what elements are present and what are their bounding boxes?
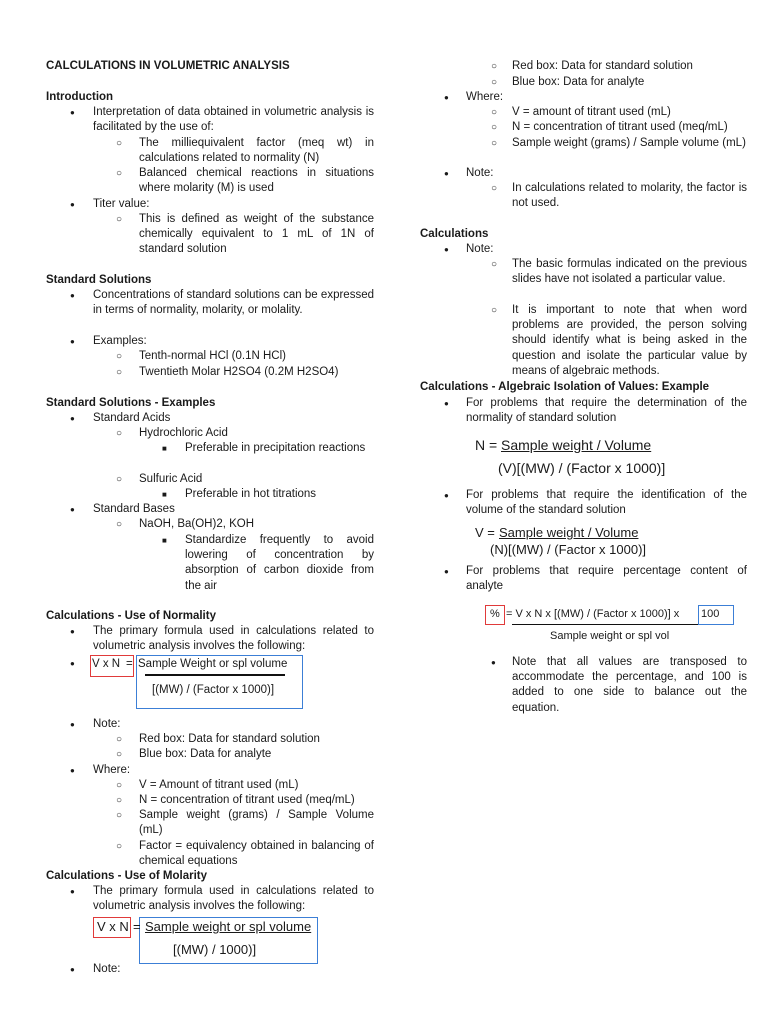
- standard-bases-item: Standard Bases: [93, 503, 175, 515]
- formula-vxn: V x N: [97, 919, 129, 934]
- molarity-factor-note: In calculations related to molarity, the factor is not used.: [512, 182, 747, 210]
- formula2-denominator: (N)[(MW) / (Factor x 1000)]: [490, 542, 647, 557]
- circle-bullet-icon: [116, 426, 122, 441]
- bullet-icon: [70, 763, 75, 778]
- bullet-icon: [444, 90, 449, 105]
- formula2-numerator: Sample weight / Volume: [499, 525, 639, 540]
- formula3-hundred: 100: [701, 608, 720, 620]
- molarity-where-sample: Sample weight (grams) / Sample volume (mL): [512, 137, 746, 149]
- standard-solutions-bullet-1: Concentrations of standard solutions can be expressed in terms of normality, molarity, or molality.: [93, 289, 374, 317]
- molarity-note-label: Note:: [93, 963, 121, 975]
- normality-where-n: N = concentration of titrant used (meq/mL): [139, 794, 355, 806]
- bullet-icon: [444, 242, 449, 257]
- fraction-bar: [145, 674, 285, 676]
- bullet-icon: [70, 334, 75, 349]
- algebraic-bullet-2: For problems that require the identification of the volume of the standard solution: [466, 489, 747, 517]
- algebraic-bullet-3: For problems that require percentage content of analyte: [466, 565, 747, 593]
- molarity-where-n: N = concentration of titrant used (meq/mL): [512, 121, 728, 133]
- molarity-note-red: Red box: Data for standard solution: [512, 60, 693, 72]
- formula1-lhs: N =: [475, 437, 498, 453]
- formula-equals: =: [133, 919, 141, 934]
- standard-acids-item: Standard Acids: [93, 412, 171, 424]
- circle-bullet-icon: [116, 778, 122, 793]
- formula3-denominator: Sample weight or spl vol: [550, 630, 670, 642]
- square-bullet-icon: [162, 441, 167, 456]
- formula-denominator: [(MW) / (Factor x 1000)]: [152, 684, 275, 696]
- circle-bullet-icon: [116, 793, 122, 808]
- normality-where-label: Where:: [93, 764, 131, 776]
- formula1-numerator: Sample weight / Volume: [501, 437, 652, 453]
- formula-numerator: Sample weight or spl volume: [145, 919, 312, 934]
- bullet-icon: [70, 197, 75, 212]
- standard-solutions-bullet-2: Examples:: [93, 335, 147, 347]
- intro-bullet-1-sub-2: Balanced chemical reactions in situations where molarity (M) is used: [139, 167, 374, 195]
- formula-equals: =: [126, 658, 133, 670]
- sulfuric-acid-note: Preferable in hot titrations: [185, 488, 317, 500]
- bullet-icon: [444, 396, 449, 411]
- algebraic-bullet-4: Note that all values are transposed to accommodate the percentage, and 100 is added to one side to balance out the equation.: [512, 656, 747, 714]
- standard-solutions-example-2: Twentieth Molar H2SO4 (0.2M H2SO4): [139, 366, 339, 378]
- bullet-icon: [70, 884, 75, 899]
- bullet-icon: [70, 624, 75, 639]
- molarity-where-v: V = amount of titrant used (mL): [512, 106, 671, 118]
- normality-where-sample: Sample weight (grams) / Sample Volume (mL): [139, 809, 374, 837]
- normality-note-label: Note:: [93, 718, 121, 730]
- molarity-bullet-1: The primary formula used in calculations related to volumetric analysis involves the following:: [93, 885, 374, 913]
- circle-bullet-icon: [116, 365, 122, 380]
- molarity-note2-label: Note:: [466, 167, 494, 179]
- normality-note-blue: Blue box: Data for analyte: [139, 748, 272, 760]
- intro-bullet-2-sub-1: This is defined as weight of the substance chemically equivalent to 1 mL of 1N of standard solution: [139, 213, 374, 256]
- calculations-note-label: Note:: [466, 243, 494, 255]
- circle-bullet-icon: [116, 472, 122, 487]
- calculations-heading: Calculations: [420, 228, 489, 240]
- formula3-percent: %: [490, 608, 500, 620]
- formula-numerator: Sample Weight or spl volume: [138, 658, 288, 670]
- intro-bullet-1: Interpretation of data obtained in volumetric analysis is facilitated by the use of:: [93, 106, 374, 134]
- intro-bullet-2: Titer value:: [93, 198, 150, 210]
- hydrochloric-acid-note: Preferable in precipitation reactions: [185, 442, 366, 454]
- molarity-where-label: Where:: [466, 91, 504, 103]
- circle-bullet-icon: [491, 136, 497, 151]
- circle-bullet-icon: [491, 120, 497, 135]
- bases-list-item: NaOH, Ba(OH)2, KOH: [139, 518, 255, 530]
- formula-vxn: V x N: [92, 658, 121, 670]
- bullet-icon: [491, 655, 496, 670]
- circle-bullet-icon: [491, 75, 497, 90]
- normality-where-factor: Factor = equivalency obtained in balancing of chemical equations: [139, 840, 374, 868]
- sulfuric-acid-item: Sulfuric Acid: [139, 473, 203, 485]
- circle-bullet-icon: [491, 303, 497, 318]
- algebraic-heading: Calculations - Algebraic Isolation of Values: Example: [420, 381, 710, 393]
- formula2-lhs: V =: [475, 525, 495, 540]
- circle-bullet-icon: [491, 105, 497, 120]
- standard-solutions-heading: Standard Solutions: [46, 274, 152, 286]
- circle-bullet-icon: [116, 517, 122, 532]
- hydrochloric-acid-item: Hydrochloric Acid: [139, 427, 228, 439]
- circle-bullet-icon: [116, 166, 122, 181]
- square-bullet-icon: [162, 487, 167, 502]
- circle-bullet-icon: [116, 212, 122, 227]
- bullet-icon: [70, 288, 75, 303]
- bullet-icon: [70, 502, 75, 517]
- circle-bullet-icon: [116, 747, 122, 762]
- standard-bases-note: Standardize frequently to avoid lowering of concentration by absorption of carbon dioxide from the air: [185, 534, 374, 592]
- intro-bullet-1-sub-1: The milliequivalent factor (meq wt) in calculations related to normality (N): [139, 137, 374, 165]
- bullet-icon: [70, 105, 75, 120]
- document-title: CALCULATIONS IN VOLUMETRIC ANALYSIS: [46, 60, 290, 72]
- molarity-heading: Calculations - Use of Molarity: [46, 870, 208, 882]
- introduction-heading: Introduction: [46, 91, 114, 103]
- square-bullet-icon: [162, 533, 167, 548]
- bullet-icon: [444, 166, 449, 181]
- circle-bullet-icon: [116, 136, 122, 151]
- formula-denominator: [(MW) / 1000)]: [173, 942, 257, 957]
- calculations-note-2: It is important to note that when word problems are provided, the person solving should identify what is being asked in the question and isolate the particular value by means of algebraic methods.: [512, 304, 747, 377]
- normality-heading: Calculations - Use of Normality: [46, 610, 216, 622]
- circle-bullet-icon: [116, 349, 122, 364]
- examples-heading: Standard Solutions - Examples: [46, 397, 216, 409]
- algebraic-bullet-1: For problems that require the determination of the normality of standard solution: [466, 397, 747, 425]
- bullet-icon: [70, 717, 75, 732]
- circle-bullet-icon: [491, 181, 497, 196]
- normality-note-red: Red box: Data for standard solution: [139, 733, 320, 745]
- bullet-icon: [70, 656, 75, 671]
- circle-bullet-icon: [116, 732, 122, 747]
- bullet-icon: [444, 564, 449, 579]
- calculations-note-1: The basic formulas indicated on the previous slides have not isolated a particular value.: [512, 258, 747, 286]
- circle-bullet-icon: [491, 257, 497, 272]
- circle-bullet-icon: [116, 839, 122, 854]
- circle-bullet-icon: [116, 808, 122, 823]
- bullet-icon: [70, 962, 75, 977]
- formula1-denominator: (V)[(MW) / (Factor x 1000)]: [498, 460, 666, 476]
- normality-bullet-1: The primary formula used in calculations related to volumetric analysis involves the following:: [93, 625, 374, 653]
- bullet-icon: [70, 411, 75, 426]
- standard-solutions-example-1: Tenth-normal HCl (0.1N HCl): [139, 350, 286, 362]
- normality-where-v: V = Amount of titrant used (mL): [139, 779, 299, 791]
- fraction-bar: [512, 624, 698, 625]
- molarity-note-blue: Blue box: Data for analyte: [512, 76, 645, 88]
- circle-bullet-icon: [491, 59, 497, 74]
- bullet-icon: [444, 488, 449, 503]
- formula3-expression: = V x N x [(MW) / (Factor x 1000)] x: [506, 608, 680, 620]
